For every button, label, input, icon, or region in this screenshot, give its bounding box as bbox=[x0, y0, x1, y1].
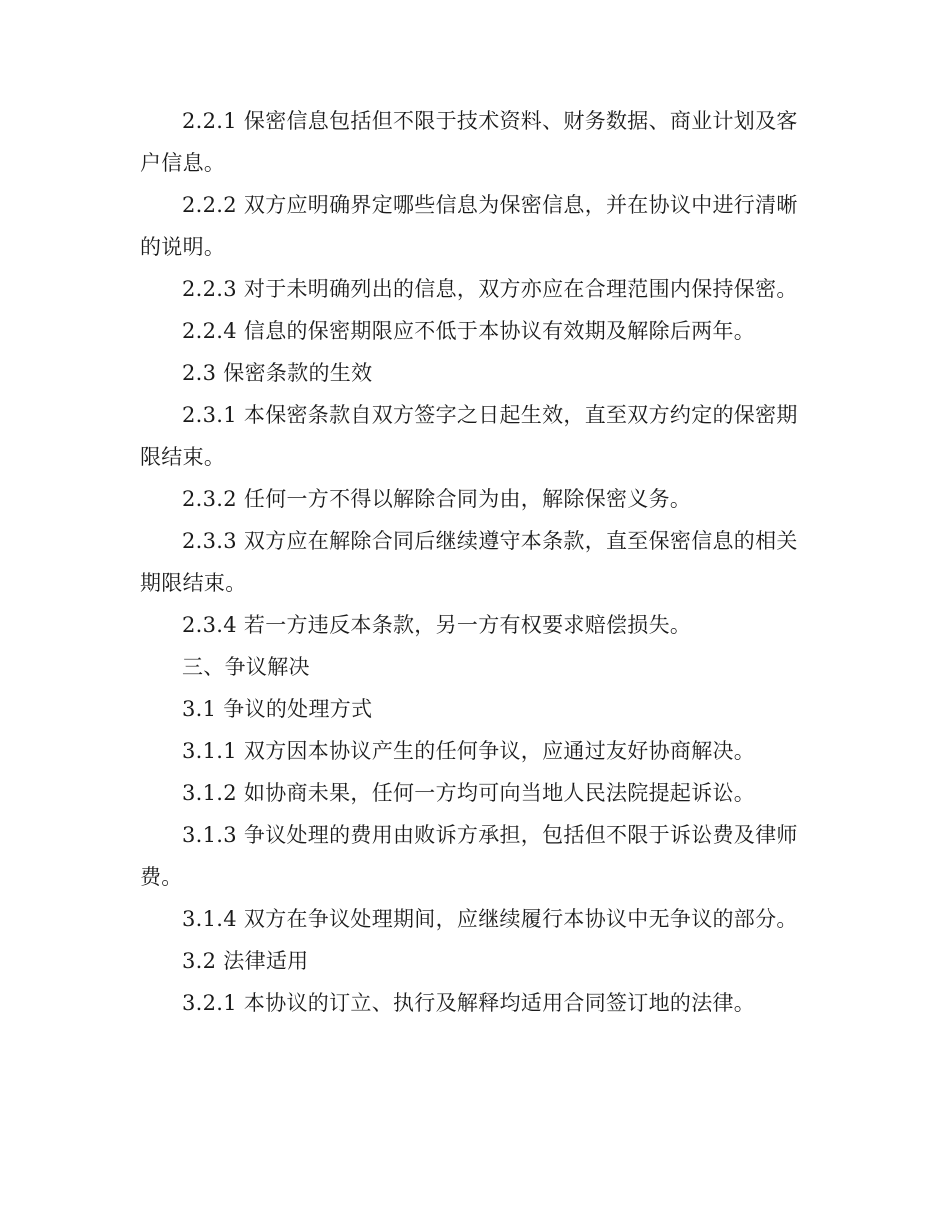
clause-2-3-2: 2.3.2 任何一方不得以解除合同为由，解除保密义务。 bbox=[182, 487, 692, 511]
clause-2-2-4: 2.2.4 信息的保密期限应不低于本协议有效期及解除后两年。 bbox=[182, 319, 756, 343]
clause-3-2-1: 3.2.1 本协议的订立、执行及解释均适用合同签订地的法律。 bbox=[182, 991, 756, 1015]
section-heading-2-3: 2.3 保密条款的生效 bbox=[182, 361, 373, 385]
document-body bbox=[140, 100, 800, 1024]
clause-3-1-2: 3.1.2 如协商未果，任何一方均可向当地人民法院提起诉讼。 bbox=[182, 781, 756, 805]
section-heading-3-1: 3.1 争议的处理方式 bbox=[182, 697, 373, 721]
chapter-heading-3: 三、争议解决 bbox=[182, 655, 310, 679]
clause-3-1-3: 3.1.3 争议处理的费用由败诉方承担，包括但不限于诉讼费及律师费。 bbox=[140, 823, 798, 889]
clause-2-2-3: 2.2.3 对于未明确列出的信息，双方亦应在合理范围内保持保密。 bbox=[182, 277, 798, 301]
clause-2-3-3: 2.3.3 双方应在解除合同后继续遵守本条款，直至保密信息的相关期限结束。 bbox=[140, 529, 798, 595]
clause-2-2-2: 2.2.2 双方应明确界定哪些信息为保密信息，并在协议中进行清晰的说明。 bbox=[140, 193, 798, 259]
section-heading-3-2: 3.2 法律适用 bbox=[182, 949, 309, 973]
clause-3-1-4: 3.1.4 双方在争议处理期间，应继续履行本协议中无争议的部分。 bbox=[182, 907, 798, 931]
clause-2-3-4: 2.3.4 若一方违反本条款，另一方有权要求赔偿损失。 bbox=[182, 613, 692, 637]
clause-3-1-1: 3.1.1 双方因本协议产生的任何争议，应通过友好协商解决。 bbox=[182, 739, 756, 763]
clause-2-2-1: 2.2.1 保密信息包括但不限于技术资料、财务数据、商业计划及客户信息。 bbox=[140, 109, 798, 175]
clause-2-3-1: 2.3.1 本保密条款自双方签字之日起生效，直至双方约定的保密期限结束。 bbox=[140, 403, 798, 469]
